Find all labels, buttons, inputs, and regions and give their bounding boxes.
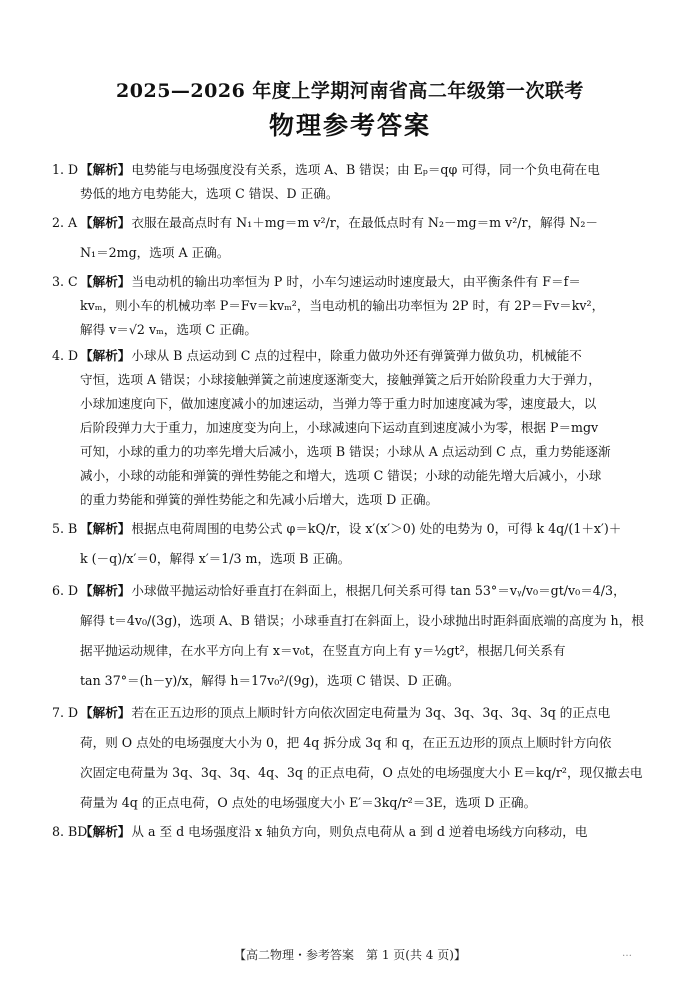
page-subtitle: 物理参考答案: [268, 111, 431, 140]
analysis-tag: 【解析】: [80, 824, 131, 839]
question-6: [52, 576, 644, 696]
question-number: 4. D: [52, 348, 79, 363]
question-text: [80, 318, 644, 342]
question-text: [80, 270, 644, 294]
text-line: 荷量为 4q 的正点电荷，O 点处的电场强度大小 E′＝3kq/r²＝3E，选项 D 正确。: [80, 795, 537, 810]
text-line: 解得 t＝4v₀/(3g)，选项 A、B 错误；小球垂直打在斜面上，设小球抛出时距斜面底端的高度为 h，根: [80, 613, 644, 628]
question-text: [80, 158, 644, 182]
question-text: [80, 440, 644, 464]
text-line: 从 a 至 d 电场强度沿 x 轴负方向，则负点电荷从 a 到 d 逆着电场线方向移动，电: [131, 824, 588, 839]
text-line: 减小，小球的动能和弹簧的弹性势能之和增大，选项 C 错误；小球的动能先增大后减小，小球: [80, 468, 602, 483]
text-line: 电势能与电场强度没有关系，选项 A、B 错误；由 Eₚ＝qφ 可得，同一个负电荷在电: [131, 162, 600, 177]
text-line: 解得 v＝√2 vₘ，选项 C 正确。: [80, 322, 257, 337]
analysis-tag: 【解析】: [80, 583, 131, 598]
question-text: [80, 208, 644, 238]
analysis-tag: 【解析】: [80, 348, 131, 363]
question-text: [80, 514, 644, 544]
text-line: tan 37°＝(h－y)/x，解得 h＝17v₀²/(9g)，选项 C 错误、D 正确。: [80, 673, 460, 688]
question-text: [80, 238, 644, 268]
text-line: 后阶段弹力大于重力，加速度变为向上，小球减速向下运动直到速度减小为零，根据 P＝mgv: [80, 420, 599, 435]
question-2: [52, 208, 644, 268]
text-line: 的重力势能和弹簧的弹性势能之和先减小后增大，选项 D 正确。: [80, 492, 439, 507]
question-4: [52, 344, 644, 512]
text-line: kvₘ，则小车的机械功率 P＝Fv＝kvₘ²，当电动机的输出功率恒为 2P 时，有 2P＝Fv＝kv²，: [80, 298, 605, 313]
text-line: 根据点电荷周围的电势公式 φ＝kQ/r，设 x′(x′＞0) 处的电势为 0，可得 k 4q/(1＋x′)＋: [131, 521, 622, 536]
analysis-tag: 【解析】: [80, 162, 131, 177]
question-text: [80, 636, 644, 666]
text-line: 守恒，选项 A 错误；小球接触弹簧之前速度逐渐变大，接触弹簧之后开始阶段重力大于弹力，: [80, 372, 601, 387]
text-line: 当电动机的输出功率恒为 P 时，小车匀速运动时速度最大，由平衡条件有 F＝f＝: [131, 274, 581, 289]
question-text: [80, 182, 644, 206]
text-line: 衣服在最高点时有 N₁＋mg＝m v²/r，在最低点时有 N₂－mg＝m v²/r，解得 N₂－: [131, 215, 598, 230]
text-line: 小球做平抛运动恰好垂直打在斜面上，根据几何关系可得 tan 53°＝vᵧ/v₀＝gt/v₀＝4/3，: [131, 583, 626, 598]
question-text: [80, 344, 644, 368]
text-line: 势低的地方电势能大，选项 C 错误、D 正确。: [80, 186, 339, 201]
question-text: [80, 464, 644, 488]
text-line: N₁＝2mg，选项 A 正确。: [80, 245, 230, 260]
question-number: 8. BD: [52, 824, 88, 839]
analysis-tag: 【解析】: [80, 274, 131, 289]
question-3: [52, 270, 644, 342]
text-line: 若在正五边形的顶点上顺时针方向依次固定电荷量为 3q、3q、3q、3q、3q 的正点电: [131, 705, 611, 720]
answer-list: [52, 158, 644, 846]
question-text: [80, 728, 644, 758]
question-text: [80, 758, 644, 788]
question-number: 3. C: [52, 274, 78, 289]
question-text: [80, 544, 644, 574]
text-line: 据平抛运动规律，在水平方向上有 x＝v₀t，在竖直方向上有 y＝½gt²，根据几何关系有: [80, 643, 566, 658]
question-number: 1. D: [52, 162, 79, 177]
question-text: [80, 788, 644, 818]
page-footer: 【高二物理・参考答案 第 1 页(共 4 页)】: [234, 948, 466, 962]
question-number: 7. D: [52, 705, 79, 720]
question-text: [80, 606, 644, 636]
question-text: [80, 820, 644, 844]
question-number: 6. D: [52, 583, 79, 598]
question-text: [80, 698, 644, 728]
footer-mark: …: [622, 948, 632, 959]
question-1: [52, 158, 644, 206]
question-text: [80, 416, 644, 440]
analysis-tag: 【解析】: [80, 705, 131, 720]
question-8: [52, 820, 644, 844]
question-text: [80, 488, 644, 512]
page-title: 2025—2026 年度上学期河南省高二年级第一次联考: [116, 80, 584, 102]
question-text: [80, 294, 644, 318]
question-number: 5. B: [52, 521, 78, 536]
analysis-tag: 【解析】: [80, 215, 131, 230]
text-line: 荷，则 O 点处的电场强度大小为 0，把 4q 拆分成 3q 和 q，在正五边形的顶点上顺时针方向依: [80, 735, 612, 750]
question-number: 2. A: [52, 215, 78, 230]
text-line: 次固定电荷量为 3q、3q、3q、4q、3q 的正点电荷，O 点处的电场强度大小 E＝kq/r²，现仅撤去电: [80, 765, 643, 780]
question-7: [52, 698, 644, 818]
question-text: [80, 576, 644, 606]
question-text: [80, 368, 644, 392]
question-text: [80, 392, 644, 416]
text-line: 小球加速度向下，做加速度减小的加速运动，当弹力等于重力时加速度减为零，速度最大，以: [80, 396, 597, 411]
question-5: [52, 514, 644, 574]
analysis-tag: 【解析】: [80, 521, 131, 536]
question-text: [80, 666, 644, 696]
text-line: 小球从 B 点运动到 C 点的过程中，除重力做功外还有弹簧弹力做负功，机械能不: [131, 348, 582, 363]
text-line: k (－q)/x′＝0，解得 x′＝1/3 m，选项 B 正确。: [80, 551, 351, 566]
text-line: 可知，小球的重力的功率先增大后减小，选项 B 错误；小球从 A 点运动到 C 点，重力势能逐渐: [80, 444, 611, 459]
